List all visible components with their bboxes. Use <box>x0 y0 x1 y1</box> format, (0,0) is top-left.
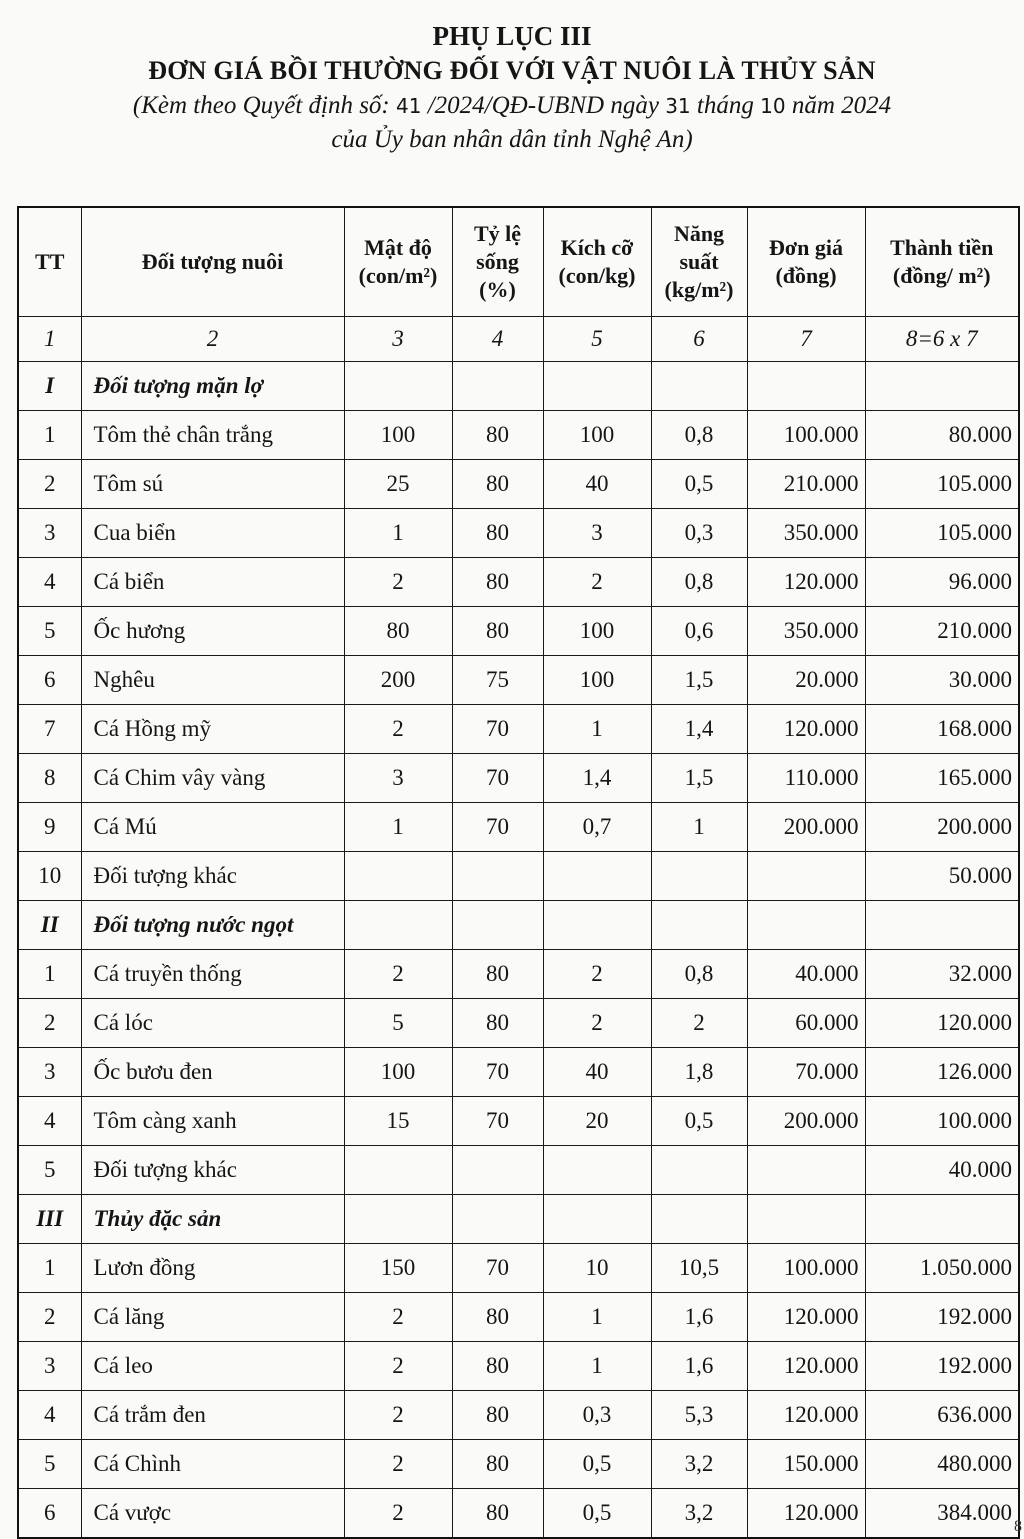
table-cell: 110.000 <box>747 754 865 803</box>
column-number: 5 <box>543 317 651 362</box>
empty-cell <box>747 901 865 950</box>
decision-month: 10 <box>760 94 786 118</box>
table-cell: 80 <box>452 607 543 656</box>
table-cell: 192.000 <box>865 1293 1019 1342</box>
table-cell: 80 <box>452 1391 543 1440</box>
table-cell: 80 <box>452 1342 543 1391</box>
table-cell: 1,4 <box>651 705 747 754</box>
table-cell: 0,5 <box>651 460 747 509</box>
decision-reference-line <box>0 90 1024 122</box>
table-cell: 0,6 <box>651 607 747 656</box>
section-numeral: I <box>18 362 81 411</box>
empty-cell <box>452 1195 543 1244</box>
column-number: 3 <box>344 317 452 362</box>
column-number-row <box>18 317 1019 362</box>
table-cell: 1 <box>651 803 747 852</box>
table-cell: 100 <box>543 656 651 705</box>
table-cell: Cá Hồng mỹ <box>81 705 344 754</box>
table-cell: 3 <box>18 1048 81 1097</box>
table-cell: 350.000 <box>747 509 865 558</box>
table-cell: 2 <box>651 999 747 1048</box>
column-header: Mật độ (con/m²) <box>344 207 452 317</box>
table-cell: 100 <box>543 411 651 460</box>
table-cell: Tôm thẻ chân trắng <box>81 411 344 460</box>
empty-cell <box>543 901 651 950</box>
table-cell <box>651 1146 747 1195</box>
table-cell: 2 <box>344 950 452 999</box>
table-row <box>18 754 1019 803</box>
empty-cell <box>865 901 1019 950</box>
table-row <box>18 705 1019 754</box>
table-cell: 0,5 <box>543 1489 651 1539</box>
table-cell: 0,5 <box>651 1097 747 1146</box>
table-cell: 5,3 <box>651 1391 747 1440</box>
table-cell: 150.000 <box>747 1440 865 1489</box>
table-cell: 3 <box>18 509 81 558</box>
table-cell: 3 <box>543 509 651 558</box>
table-cell: 75 <box>452 656 543 705</box>
table-row <box>18 950 1019 999</box>
table-cell: 10,5 <box>651 1244 747 1293</box>
table-cell <box>651 852 747 901</box>
column-header: Đơn giá (đồng) <box>747 207 865 317</box>
compensation-price-table <box>17 206 1020 1539</box>
table-row <box>18 1293 1019 1342</box>
table-cell: 0,7 <box>543 803 651 852</box>
table-cell: 80 <box>452 460 543 509</box>
table-cell: 100.000 <box>747 411 865 460</box>
table-cell: 2 <box>344 1293 452 1342</box>
column-header: Kích cỡ (con/kg) <box>543 207 651 317</box>
table-cell: 5 <box>18 607 81 656</box>
empty-cell <box>344 362 452 411</box>
table-cell: 636.000 <box>865 1391 1019 1440</box>
table-cell: 80 <box>452 1293 543 1342</box>
table-cell: 2 <box>344 1489 452 1539</box>
table-cell <box>543 852 651 901</box>
table-cell: 2 <box>543 558 651 607</box>
table-cell: 120.000 <box>747 1489 865 1539</box>
table-cell: 2 <box>344 1342 452 1391</box>
table-cell: 1,6 <box>651 1293 747 1342</box>
table-cell: Cá truyền thống <box>81 950 344 999</box>
table-cell: 6 <box>18 656 81 705</box>
table-cell: 105.000 <box>865 509 1019 558</box>
table-cell: 80 <box>452 411 543 460</box>
sub-month-label: tháng <box>696 92 754 119</box>
table-row <box>18 1146 1019 1195</box>
table-cell: Cá Mú <box>81 803 344 852</box>
table-cell: Đối tượng khác <box>81 1146 344 1195</box>
table-cell: 2 <box>344 558 452 607</box>
table-cell: 32.000 <box>865 950 1019 999</box>
table-cell: 40.000 <box>747 950 865 999</box>
table-cell: 100.000 <box>747 1244 865 1293</box>
table-cell: 210.000 <box>747 460 865 509</box>
table-cell: 120.000 <box>747 705 865 754</box>
table-cell: 200 <box>344 656 452 705</box>
column-header: Đối tượng nuôi <box>81 207 344 317</box>
table-cell: 4 <box>18 1097 81 1146</box>
table-cell: 80 <box>452 1440 543 1489</box>
table-cell: Cá leo <box>81 1342 344 1391</box>
table-cell: Cá lóc <box>81 999 344 1048</box>
table-cell: 126.000 <box>865 1048 1019 1097</box>
header-row <box>18 207 1019 317</box>
table-cell: 480.000 <box>865 1440 1019 1489</box>
table-cell: Cá biển <box>81 558 344 607</box>
table-cell: Cá Chim vây vàng <box>81 754 344 803</box>
column-header: Thành tiền (đồng/ m²) <box>865 207 1019 317</box>
table-cell: 210.000 <box>865 607 1019 656</box>
table-cell <box>344 1146 452 1195</box>
table-cell: 2 <box>18 999 81 1048</box>
table-cell: 100.000 <box>865 1097 1019 1146</box>
table-cell: 100 <box>543 607 651 656</box>
table-cell: 200.000 <box>865 803 1019 852</box>
page-number: 8 <box>1014 1518 1022 1534</box>
table-cell: 1 <box>18 950 81 999</box>
empty-cell <box>747 1195 865 1244</box>
table-cell: 10 <box>543 1244 651 1293</box>
sub-prefix: (Kèm theo Quyết định số: <box>132 92 390 119</box>
table-cell: Lươn đồng <box>81 1244 344 1293</box>
table-cell: 80 <box>452 509 543 558</box>
table-cell: 2 <box>18 1293 81 1342</box>
column-header: Tỷ lệ sống (%) <box>452 207 543 317</box>
table-cell: 40 <box>543 460 651 509</box>
table-cell: 168.000 <box>865 705 1019 754</box>
table-cell: Cua biển <box>81 509 344 558</box>
empty-cell <box>344 1195 452 1244</box>
table-cell: 25 <box>344 460 452 509</box>
table-cell: 120.000 <box>747 558 865 607</box>
empty-cell <box>747 362 865 411</box>
table-row <box>18 411 1019 460</box>
table-cell: 50.000 <box>865 852 1019 901</box>
table-cell: 200.000 <box>747 803 865 852</box>
column-header: TT <box>18 207 81 317</box>
table-cell: 2 <box>18 460 81 509</box>
table-cell: 80 <box>344 607 452 656</box>
table-cell: 2 <box>344 705 452 754</box>
table-cell: 70 <box>452 705 543 754</box>
document-title: ĐƠN GIÁ BỒI THƯỜNG ĐỐI VỚI VẬT NUÔI LÀ THỦY SẢN <box>148 56 876 85</box>
table-cell: 20 <box>543 1097 651 1146</box>
table-cell: 0,8 <box>651 411 747 460</box>
table-cell: 80 <box>452 999 543 1048</box>
empty-cell <box>452 901 543 950</box>
table-cell: 1 <box>344 803 452 852</box>
table-cell: 1,5 <box>651 656 747 705</box>
empty-cell <box>543 1195 651 1244</box>
table-cell: 120.000 <box>747 1391 865 1440</box>
table-cell: 350.000 <box>747 607 865 656</box>
issuer-line: của Ủy ban nhân dân tỉnh Nghệ An) <box>331 126 693 153</box>
table-cell: 80.000 <box>865 411 1019 460</box>
table-cell: 1 <box>543 1293 651 1342</box>
table-cell: 100 <box>344 1048 452 1097</box>
table-cell: 3 <box>18 1342 81 1391</box>
table-cell: 165.000 <box>865 754 1019 803</box>
column-number: 4 <box>452 317 543 362</box>
table-cell: 70 <box>452 803 543 852</box>
section-row <box>18 1195 1019 1244</box>
table-cell: Cá vược <box>81 1489 344 1539</box>
table-cell: 384.000 <box>865 1489 1019 1539</box>
table-cell <box>452 852 543 901</box>
table-cell: 7 <box>18 705 81 754</box>
table-cell: 2 <box>543 950 651 999</box>
table-cell: Tôm sú <box>81 460 344 509</box>
table-cell: 1.050.000 <box>865 1244 1019 1293</box>
sub-year: năm 2024 <box>791 92 892 119</box>
table-cell: 120.000 <box>865 999 1019 1048</box>
table-row <box>18 509 1019 558</box>
table-cell: Nghêu <box>81 656 344 705</box>
table-cell: 60.000 <box>747 999 865 1048</box>
column-number: 2 <box>81 317 344 362</box>
table-cell: 5 <box>18 1440 81 1489</box>
table-cell: 80 <box>452 950 543 999</box>
table-cell: 80 <box>452 1489 543 1539</box>
table-row <box>18 1048 1019 1097</box>
table-cell: 3,2 <box>651 1440 747 1489</box>
table-cell: 40 <box>543 1048 651 1097</box>
table-cell: 192.000 <box>865 1342 1019 1391</box>
column-number: 8=6 x 7 <box>865 317 1019 362</box>
table-row <box>18 1097 1019 1146</box>
table-row <box>18 558 1019 607</box>
table-cell: 100 <box>344 411 452 460</box>
table-cell: Cá lăng <box>81 1293 344 1342</box>
empty-cell <box>651 901 747 950</box>
table-row <box>18 460 1019 509</box>
table-cell: 8 <box>18 754 81 803</box>
section-numeral: III <box>18 1195 81 1244</box>
table-cell: 40.000 <box>865 1146 1019 1195</box>
section-name: Thủy đặc sản <box>81 1195 344 1244</box>
table-cell: 1 <box>543 705 651 754</box>
table-cell: 2 <box>543 999 651 1048</box>
table-cell: 80 <box>452 558 543 607</box>
table-row <box>18 999 1019 1048</box>
decision-day: 31 <box>665 94 691 118</box>
table-cell: 20.000 <box>747 656 865 705</box>
table-cell: 0,3 <box>543 1391 651 1440</box>
table-cell: 1 <box>18 1244 81 1293</box>
section-numeral: II <box>18 901 81 950</box>
table-cell: Tôm càng xanh <box>81 1097 344 1146</box>
table-cell <box>747 852 865 901</box>
table-cell <box>344 852 452 901</box>
empty-cell <box>651 1195 747 1244</box>
table-cell: 96.000 <box>865 558 1019 607</box>
empty-cell <box>865 362 1019 411</box>
column-header: Năng suất (kg/m²) <box>651 207 747 317</box>
table-cell: 0,8 <box>651 950 747 999</box>
table-cell: Cá trắm đen <box>81 1391 344 1440</box>
table-cell: 150 <box>344 1244 452 1293</box>
table-cell: 0,5 <box>543 1440 651 1489</box>
empty-cell <box>543 362 651 411</box>
table-row <box>18 852 1019 901</box>
table-cell: 4 <box>18 1391 81 1440</box>
table-row <box>18 656 1019 705</box>
table-cell: Đối tượng khác <box>81 852 344 901</box>
table-cell: 105.000 <box>865 460 1019 509</box>
table-row <box>18 1342 1019 1391</box>
table-cell: 15 <box>344 1097 452 1146</box>
empty-cell <box>344 901 452 950</box>
table-cell: 30.000 <box>865 656 1019 705</box>
table-cell: 1 <box>344 509 452 558</box>
table-cell: Ốc hương <box>81 607 344 656</box>
table-cell: 3,2 <box>651 1489 747 1539</box>
table-cell: 70.000 <box>747 1048 865 1097</box>
column-number: 7 <box>747 317 865 362</box>
table-cell: 0,3 <box>651 509 747 558</box>
table-cell: 2 <box>344 1391 452 1440</box>
table-row <box>18 1489 1019 1539</box>
section-name: Đối tượng nước ngọt <box>81 901 344 950</box>
table-cell: 200.000 <box>747 1097 865 1146</box>
empty-cell <box>865 1195 1019 1244</box>
table-cell: 0,8 <box>651 558 747 607</box>
appendix-label: PHỤ LỤC III <box>432 21 592 51</box>
table-cell: 5 <box>344 999 452 1048</box>
table-cell: 70 <box>452 1097 543 1146</box>
table-cell: 120.000 <box>747 1293 865 1342</box>
table-row <box>18 1391 1019 1440</box>
table-cell: 4 <box>18 558 81 607</box>
table-cell: 5 <box>18 1146 81 1195</box>
table-row <box>18 1244 1019 1293</box>
empty-cell <box>651 362 747 411</box>
table-cell <box>452 1146 543 1195</box>
table-row <box>18 607 1019 656</box>
table-cell: 6 <box>18 1489 81 1539</box>
table-cell <box>747 1146 865 1195</box>
table-cell: 120.000 <box>747 1342 865 1391</box>
table-row <box>18 1440 1019 1489</box>
table-cell: 1,4 <box>543 754 651 803</box>
table-cell: 9 <box>18 803 81 852</box>
table-cell <box>543 1146 651 1195</box>
sub-mid: /2024/QĐ-UBND ngày <box>427 92 659 119</box>
table-cell: 2 <box>344 1440 452 1489</box>
table-cell: 70 <box>452 1244 543 1293</box>
table-row <box>18 803 1019 852</box>
table-cell: 10 <box>18 852 81 901</box>
table-cell: 3 <box>344 754 452 803</box>
table-cell: 70 <box>452 754 543 803</box>
empty-cell <box>452 362 543 411</box>
table-cell: 70 <box>452 1048 543 1097</box>
decision-number: 41 <box>396 94 422 118</box>
table-cell: 1,6 <box>651 1342 747 1391</box>
table-cell: 1,8 <box>651 1048 747 1097</box>
table-cell: 1 <box>543 1342 651 1391</box>
section-row <box>18 362 1019 411</box>
table-cell: 1,5 <box>651 754 747 803</box>
section-row <box>18 901 1019 950</box>
table-cell: Ốc bươu đen <box>81 1048 344 1097</box>
section-name: Đối tượng mặn lợ <box>81 362 344 411</box>
column-number: 1 <box>18 317 81 362</box>
table-cell: 1 <box>18 411 81 460</box>
column-number: 6 <box>651 317 747 362</box>
table-cell: Cá Chình <box>81 1440 344 1489</box>
